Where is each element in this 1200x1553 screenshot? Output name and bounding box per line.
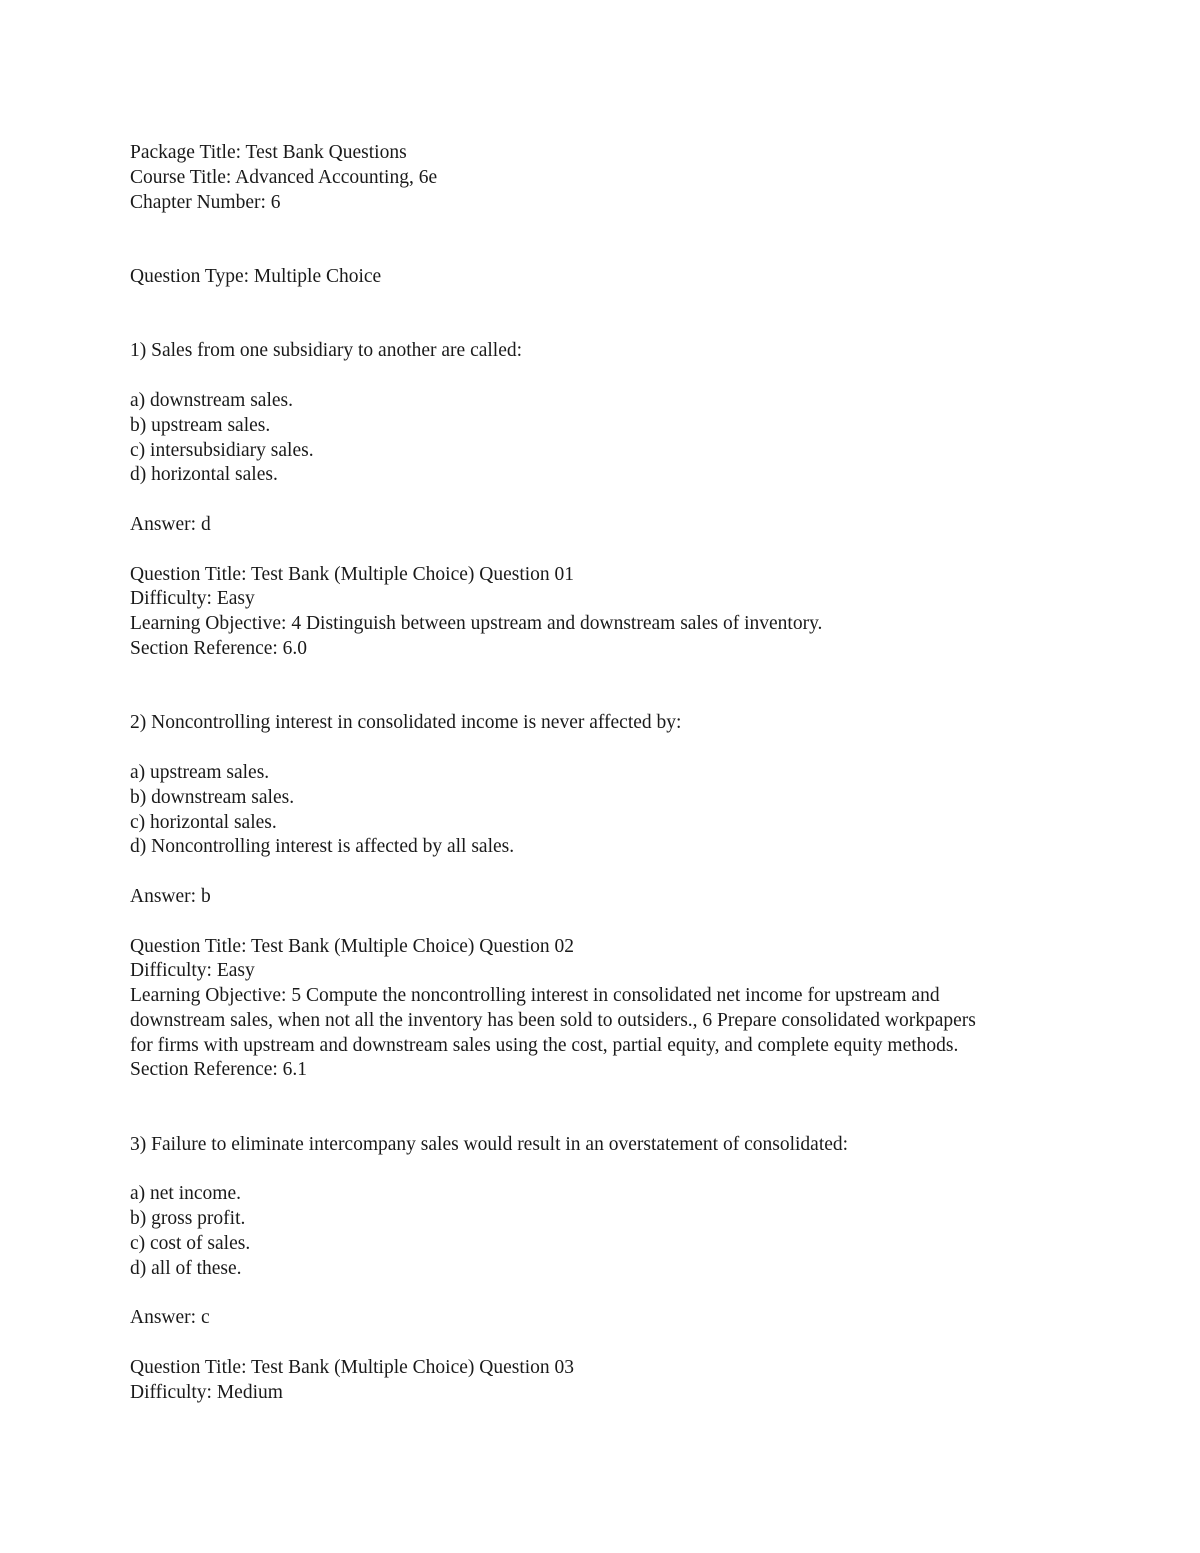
question-type: Question Type: Multiple Choice <box>130 265 382 287</box>
option-c: c) horizontal sales. <box>130 811 277 833</box>
difficulty: Difficulty: Medium <box>130 1381 283 1403</box>
question-stem: 3) Failure to eliminate intercompany sales would result in an overstatement of consolidated: <box>130 1133 849 1155</box>
question-stem: 2) Noncontrolling interest in consolidated income is never affected by: <box>130 712 682 734</box>
chapter-number: Chapter Number: 6 <box>130 191 281 213</box>
option-c: c) cost of sales. <box>130 1233 251 1255</box>
option-a: a) upstream sales. <box>130 761 270 783</box>
spacer <box>130 538 1130 563</box>
option-a: a) net income. <box>130 1183 241 1205</box>
spacer <box>130 1282 1130 1307</box>
option-d: d) horizontal sales. <box>130 464 278 486</box>
option-d: d) all of these. <box>130 1257 242 1279</box>
difficulty: Difficulty: Easy <box>130 588 255 610</box>
answer: Answer: c <box>130 1307 210 1329</box>
option-b: b) upstream sales. <box>130 414 271 436</box>
question-title: Question Title: Test Bank (Multiple Choice) Question 02 <box>130 935 575 957</box>
question-block-1 <box>130 339 1130 661</box>
question-title: Question Title: Test Bank (Multiple Choice) Question 03 <box>130 1357 575 1379</box>
option-b: b) downstream sales. <box>130 786 295 808</box>
option-b: b) gross profit. <box>130 1208 246 1230</box>
option-c: c) intersubsidiary sales. <box>130 439 314 461</box>
option-a: a) downstream sales. <box>130 389 293 411</box>
spacer <box>130 860 1130 885</box>
spacer <box>130 364 1130 389</box>
question-block-2 <box>130 711 1130 1083</box>
learning-objective-line-1: Learning Objective: 5 Compute the noncontrolling interest in consolidated net income for upstream and <box>130 985 940 1007</box>
spacer <box>130 215 1130 265</box>
spacer <box>130 1083 1130 1133</box>
question-block-3 <box>130 1133 1130 1406</box>
spacer <box>130 1158 1130 1183</box>
spacer <box>130 736 1130 761</box>
package-title: Package Title: Test Bank Questions <box>130 142 407 163</box>
spacer <box>130 662 1130 712</box>
answer: Answer: d <box>130 513 211 535</box>
section-reference: Section Reference: 6.0 <box>130 637 308 659</box>
spacer <box>130 910 1130 935</box>
spacer <box>130 1331 1130 1356</box>
spacer <box>130 290 1130 340</box>
course-title: Course Title: Advanced Accounting, 6e <box>130 166 438 188</box>
section-reference: Section Reference: 6.1 <box>130 1059 308 1081</box>
question-stem: 1) Sales from one subsidiary to another are called: <box>130 340 523 362</box>
learning-objective-line-2: downstream sales, when not all the inventory has been sold to outsiders., 6 Prepare consolidated workpapers <box>130 1009 976 1031</box>
spacer <box>130 488 1130 513</box>
option-d: d) Noncontrolling interest is affected by all sales. <box>130 836 515 858</box>
learning-objective-line-3: for firms with upstream and downstream sales using the cost, partial equity, and complete equity methods. <box>130 1034 959 1056</box>
difficulty: Difficulty: Easy <box>130 960 255 982</box>
question-title: Question Title: Test Bank (Multiple Choice) Question 01 <box>130 563 575 585</box>
learning-objective: Learning Objective: 4 Distinguish between upstream and downstream sales of inventory. <box>130 613 823 635</box>
document-page <box>130 141 1130 1406</box>
answer: Answer: b <box>130 885 211 907</box>
